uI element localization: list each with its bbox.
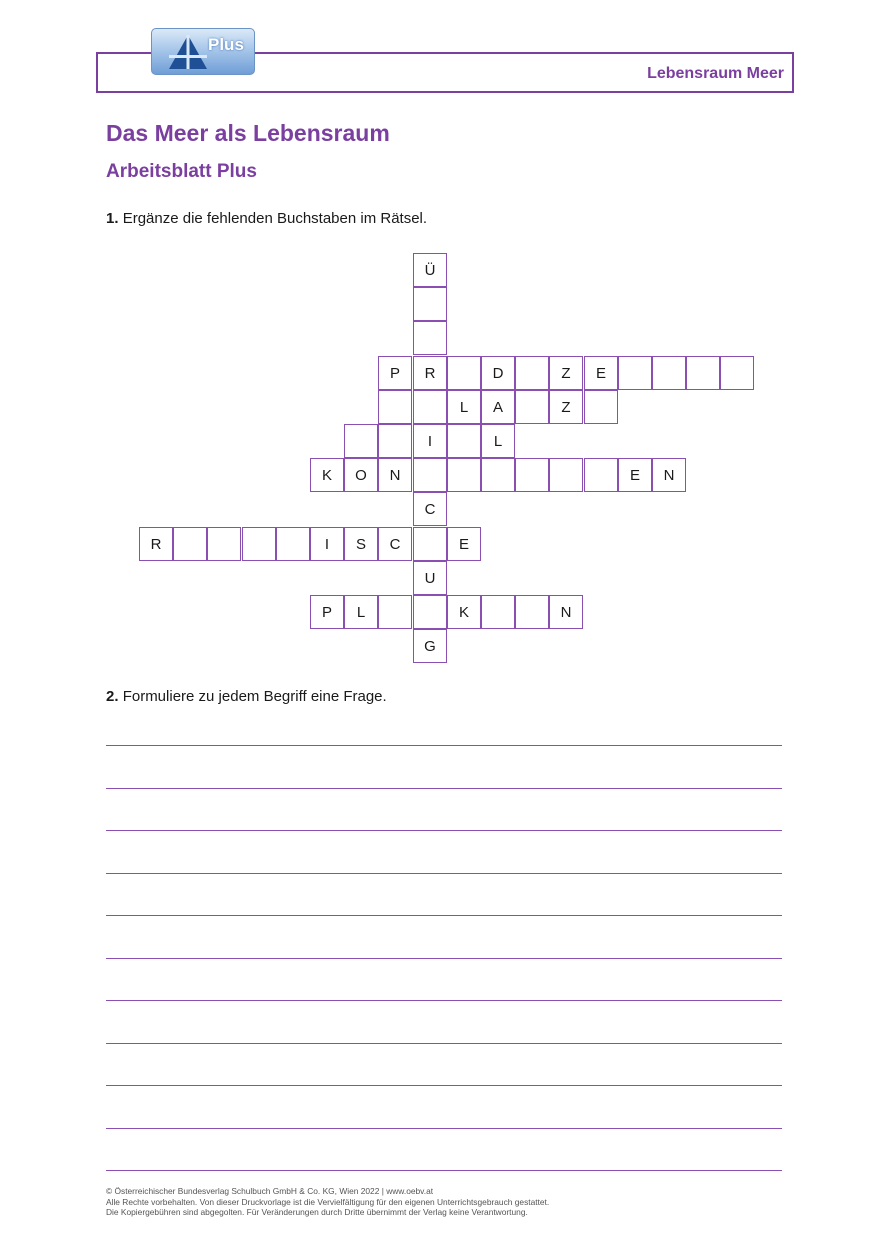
logo-text: Plus — [208, 35, 244, 54]
crossword-cell[interactable] — [515, 458, 549, 492]
crossword-cell[interactable] — [686, 356, 720, 390]
task-2-instruction — [106, 688, 387, 705]
crossword-cell[interactable]: E — [618, 458, 652, 492]
footer — [106, 1186, 549, 1218]
footer-rights: Alle Rechte vorbehalten. Von dieser Druckvorlage ist die Vervielfältigung für den eigenen Unterrichtsgebrauch gestattet. — [106, 1196, 550, 1207]
crossword-cell[interactable] — [584, 458, 618, 492]
crossword-cell[interactable]: E — [584, 356, 618, 390]
crossword-cell[interactable]: K — [310, 458, 344, 492]
crossword-cell[interactable] — [413, 287, 447, 321]
task-2-text: Formuliere zu jedem Begriff eine Frage. — [122, 688, 387, 705]
crossword-cell[interactable]: S — [344, 527, 378, 561]
page-subtitle: Arbeitsblatt Plus — [106, 161, 257, 182]
crossword-cell[interactable]: U — [413, 561, 447, 595]
crossword-cell[interactable] — [515, 595, 549, 629]
crossword-cell[interactable] — [652, 356, 686, 390]
answer-line[interactable] — [106, 1043, 782, 1044]
crossword-cell[interactable]: R — [139, 527, 173, 561]
crossword-cell[interactable]: E — [447, 527, 481, 561]
crossword-cell[interactable]: C — [413, 492, 447, 526]
crossword-cell[interactable]: P — [310, 595, 344, 629]
crossword-cell[interactable] — [344, 424, 378, 458]
crossword-cell[interactable]: N — [652, 458, 686, 492]
crossword-cell[interactable] — [413, 527, 447, 561]
answer-line[interactable] — [106, 1000, 782, 1001]
crossword-cell[interactable]: L — [481, 424, 515, 458]
crossword-cell[interactable] — [618, 356, 652, 390]
triangle-logo-icon — [168, 34, 208, 70]
crossword-cell[interactable]: K — [447, 595, 481, 629]
crossword-cell[interactable] — [173, 527, 207, 561]
crossword-cell[interactable]: A — [481, 390, 515, 424]
header-title: Lebensraum Meer — [647, 65, 784, 82]
crossword-cell[interactable]: R — [413, 356, 447, 390]
crossword-cell[interactable]: Z — [549, 390, 583, 424]
crossword-cell[interactable] — [413, 458, 447, 492]
crossword-cell[interactable] — [447, 458, 481, 492]
crossword-cell[interactable]: Z — [549, 356, 583, 390]
crossword-cell[interactable] — [447, 356, 481, 390]
crossword-cell[interactable] — [378, 424, 412, 458]
crossword-cell[interactable] — [413, 390, 447, 424]
footer-copyright: © Österreichischer Bundesverlag Schulbuch GmbH & Co. KG, Wien 2022 | www.oebv.at — [106, 1186, 434, 1196]
crossword-cell[interactable] — [242, 527, 276, 561]
task-1-number: 1. — [106, 210, 119, 227]
answer-line[interactable] — [106, 873, 782, 874]
plus-logo — [151, 28, 255, 75]
crossword-cell[interactable] — [720, 356, 754, 390]
crossword-cell[interactable] — [584, 390, 618, 424]
footer-fees: Die Kopiergebühren sind abgegolten. Für Veränderungen durch Dritte übernimmt der Verlag keine Verantwortung. — [106, 1207, 528, 1217]
crossword-cell[interactable] — [447, 424, 481, 458]
crossword-cell[interactable]: P — [378, 356, 412, 390]
crossword-cell[interactable] — [549, 458, 583, 492]
crossword-cell[interactable] — [481, 595, 515, 629]
task-1-instruction — [106, 210, 427, 227]
crossword-cell[interactable] — [481, 458, 515, 492]
crossword-cell[interactable] — [515, 390, 549, 424]
task-1-text: Ergänze die fehlenden Buchstaben im Rätsel. — [122, 210, 428, 227]
crossword-cell[interactable] — [276, 527, 310, 561]
answer-line[interactable] — [106, 1170, 782, 1171]
answer-line[interactable] — [106, 1085, 782, 1086]
crossword-cell[interactable] — [378, 595, 412, 629]
crossword-cell[interactable]: L — [447, 390, 481, 424]
answer-line[interactable] — [106, 788, 782, 789]
crossword-cell[interactable]: G — [413, 629, 447, 663]
task-2-number: 2. — [106, 688, 119, 705]
crossword-cell[interactable] — [207, 527, 241, 561]
crossword-cell[interactable]: I — [413, 424, 447, 458]
crossword-cell[interactable]: I — [310, 527, 344, 561]
crossword-cell[interactable] — [515, 356, 549, 390]
crossword-cell[interactable] — [413, 321, 447, 355]
crossword-cell[interactable]: Ü — [413, 253, 447, 287]
crossword-cell[interactable]: L — [344, 595, 378, 629]
page-title: Das Meer als Lebensraum — [106, 120, 390, 146]
answer-line[interactable] — [106, 1128, 782, 1129]
answer-line[interactable] — [106, 830, 782, 831]
crossword-cell[interactable]: D — [481, 356, 515, 390]
crossword-cell[interactable] — [413, 595, 447, 629]
crossword-cell[interactable]: O — [344, 458, 378, 492]
answer-line[interactable] — [106, 915, 782, 916]
crossword-cell[interactable]: N — [549, 595, 583, 629]
answer-line[interactable] — [106, 745, 782, 746]
crossword-cell[interactable]: C — [378, 527, 412, 561]
crossword-cell[interactable] — [378, 390, 412, 424]
crossword-cell[interactable]: N — [378, 458, 412, 492]
answer-line[interactable] — [106, 958, 782, 959]
